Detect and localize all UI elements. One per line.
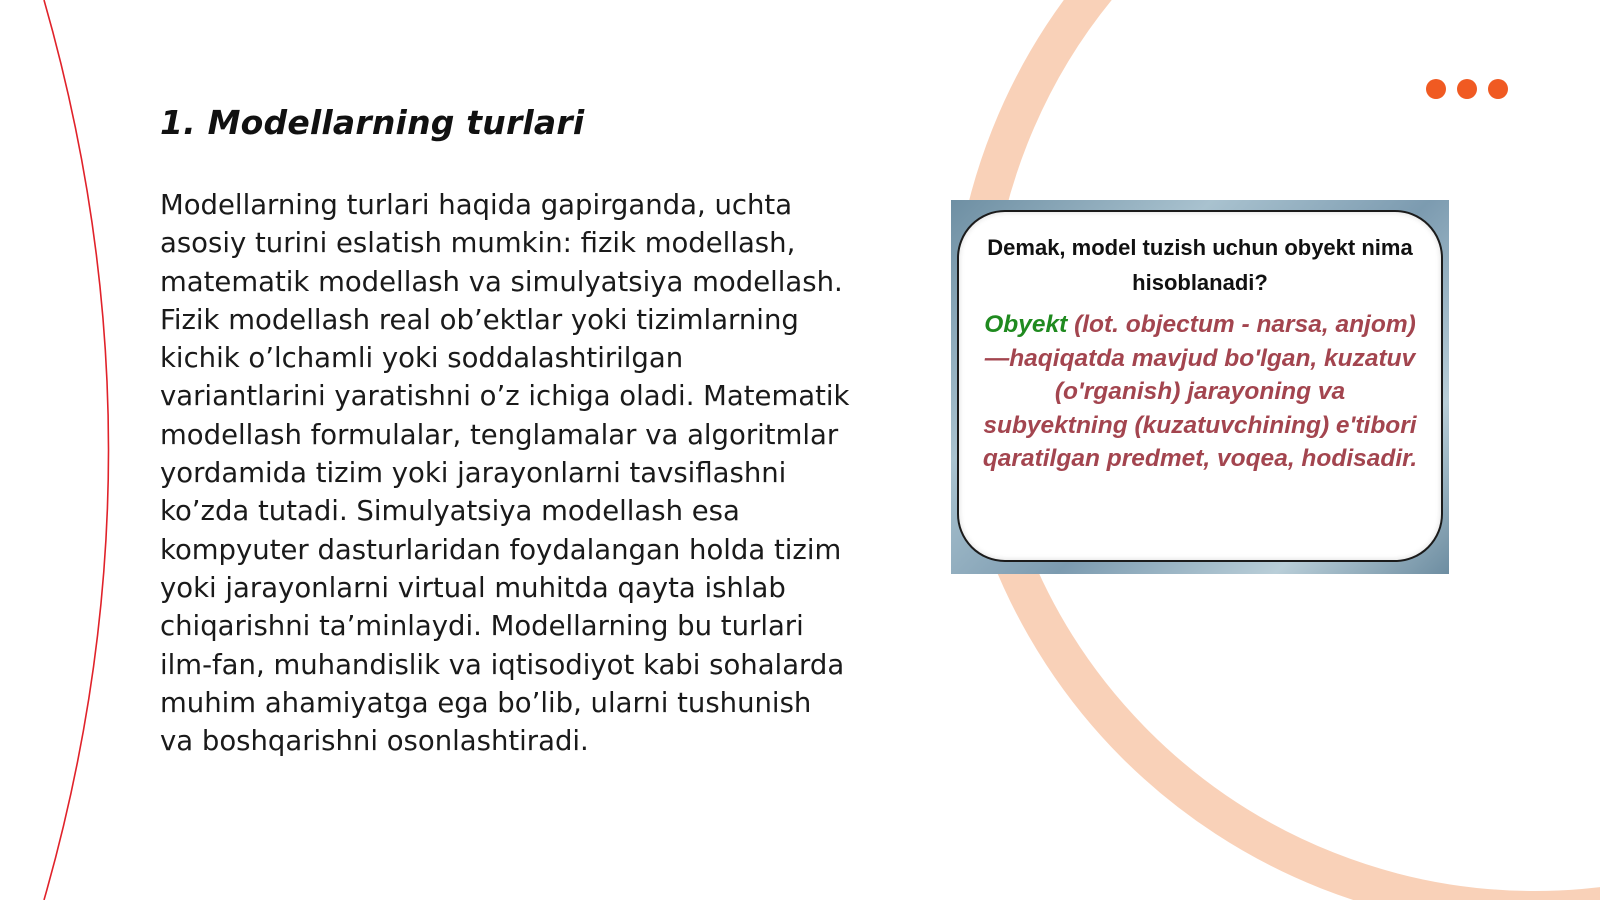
dot-1 <box>1426 79 1446 99</box>
definition-image <box>951 200 1449 574</box>
definition-card <box>957 210 1443 562</box>
three-dots-icon <box>1426 79 1508 99</box>
decorative-red-curve <box>44 0 109 900</box>
definition-text <box>981 308 1419 476</box>
slide-body-text: Modellarning turlari haqida gapirganda, uchta asosiy turini eslatish mumkin: fizik modellash, matematik modellash va simulyatsiya modellash. Fizik modellash real ob’ektlar yoki tizimlarning kichik o’lchamli yoki soddalashtirilgan variantlarini yaratishni o’z ichiga oladi. Matematik modellash formulalar, tenglamalar va algoritmlar yordamida tizim yoki jarayonlarni tavsiflashni ko’zda tutadi. Simulyatsiya modellash esa kompyuter dasturlaridan foydalangan holda tizim yoki jarayonlarni virtual muhitda qayta ishlab chiqarishni ta’minlaydi. Modellarning bu turlari ilm-fan, muhandislik va iqtisodiyot kabi sohalarda muhim ahamiyatga ega bo’lib, ularni tushunish va boshqarishni osonlashtiradi. <box>160 189 850 758</box>
definition-term: Obyekt <box>984 311 1068 338</box>
dot-3 <box>1488 79 1508 99</box>
definition-question: Demak, model tuzish uchun obyekt nima hisoblanadi? <box>987 235 1413 295</box>
dot-2 <box>1457 79 1477 99</box>
slide-title: 1. Modellarning turlari <box>160 103 585 142</box>
definition-body: (lot. objectum - narsa, anjom) —haqiqatda mavjud bo'lgan, kuzatuv (o'rganish) jarayoning va subyektning (kuzatuvchining) e'tibori qaratilgan predmet, voqea, hodisadir. <box>982 311 1418 472</box>
